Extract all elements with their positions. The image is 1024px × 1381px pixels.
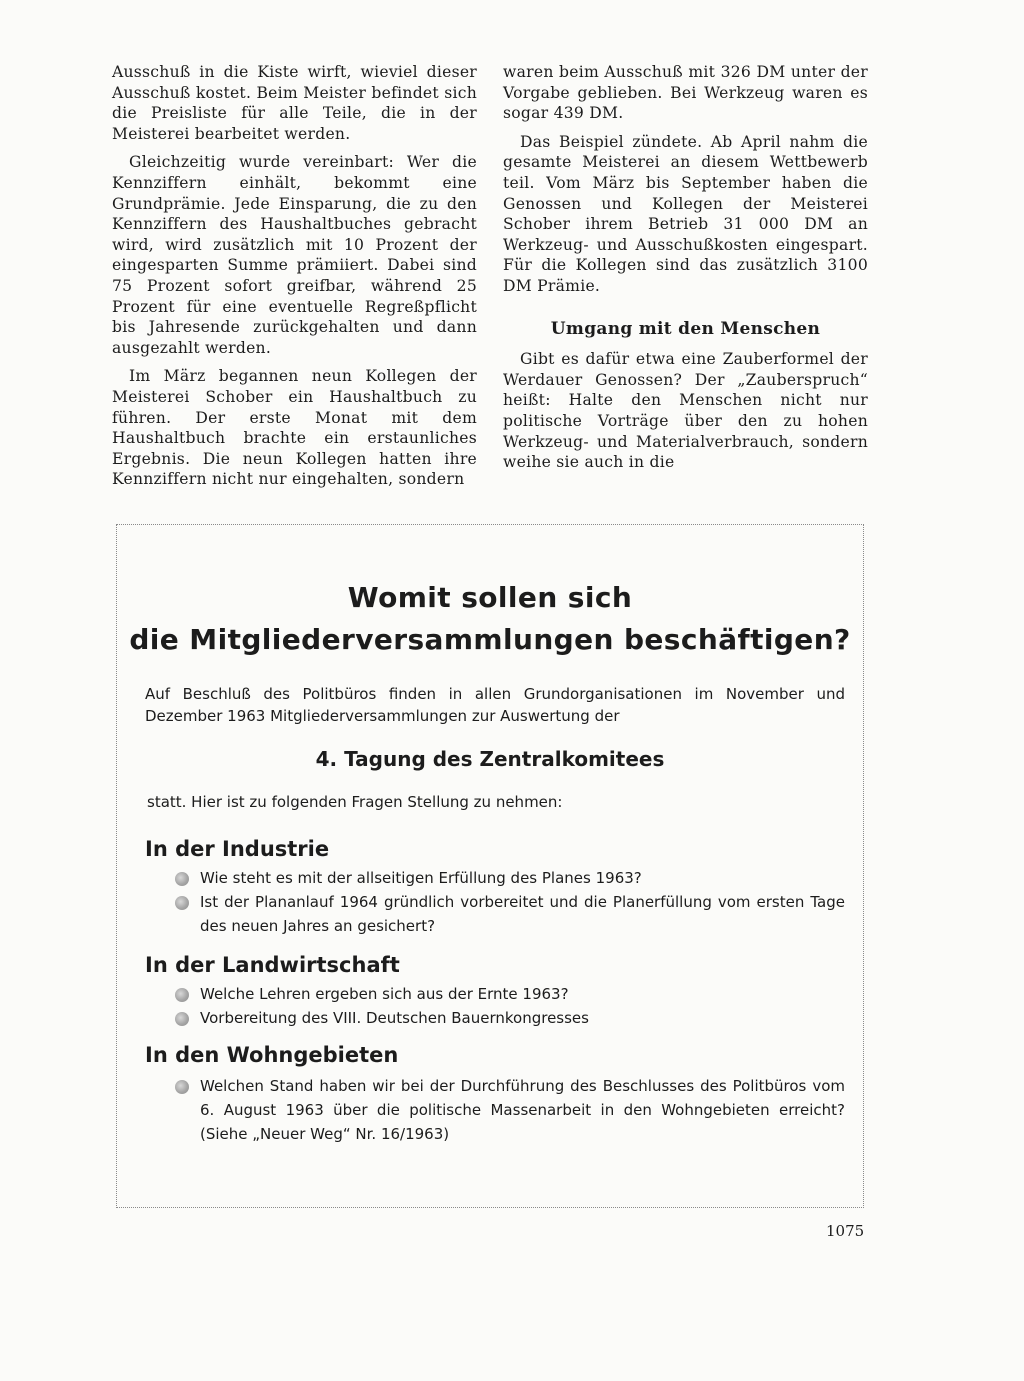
question-text: Wie steht es mit der allseitigen Erfüllung des Planes 1963?	[200, 869, 642, 887]
list-item	[175, 890, 845, 938]
article-left-column	[112, 62, 477, 490]
notice-title	[117, 577, 863, 661]
question-text: Vorbereitung des VIII. Deutschen Bauernkongresses	[200, 1009, 589, 1027]
bullet-icon	[175, 988, 189, 1002]
session-title: 4. Tagung des Zentralkomitees	[315, 747, 665, 771]
question-list-wohngebiete	[175, 1074, 845, 1146]
list-item	[175, 1006, 845, 1030]
bullet-icon	[175, 896, 189, 910]
notice-intro: Auf Beschluß des Politbüros finden in allen Grundorganisationen im November und Dezember 1963 Mitgliederversammlungen zur Auswertung der	[145, 685, 845, 725]
paragraph: Gleichzeitig wurde vereinbart: Wer die Kennziffern einhält, bekommt eine Grundprämie. Jede Einsparung, die zu den Kennziffern des Haushaltbuches gebracht wird, wird zusätzlich mit 10 Prozent der eingesparten Summe prämiiert. Dabei sind 75 Prozent sofort greifbar, während 25 Prozent für eine eventuelle Regreßpflicht bis Jahresende zurückgehalten und dann ausgezahlt werden.	[112, 153, 477, 357]
paragraph: waren beim Ausschuß mit 326 DM unter der Vorgabe geblieben. Bei Werkzeug waren es sogar 439 DM.	[503, 63, 868, 123]
paragraph: Im März begannen neun Kollegen der Meisterei Schober ein Haushaltbuch zu führen. Der erste Monat mit dem Haushaltbuch brachte ein erstaunliches Ergebnis. Die neun Kollegen hatten ihre Kennziffern nicht nur eingehalten, sondern	[112, 367, 477, 489]
article-right-column	[503, 62, 868, 473]
question-list-landwirtschaft	[175, 982, 845, 1030]
notice-lead-in: statt. Hier ist zu folgenden Fragen Stellung zu nehmen:	[147, 793, 563, 811]
bullet-icon	[175, 1080, 189, 1094]
paragraph: Gibt es dafür etwa eine Zauberformel der Werdauer Genossen? Der „Zauberspruch“ heißt: Halte den Menschen nicht nur politische Vorträge über den zu hohen Werkzeug- und Materialverbrauch, sondern weihe sie auch in die	[503, 350, 868, 472]
paragraph: Ausschuß in die Kiste wirft, wieviel dieser Ausschuß kostet. Beim Meister befindet sich die Preisliste für alle Teile, die in der Meisterei bearbeitet werden.	[112, 63, 477, 143]
heading-wohngebiete: In den Wohngebieten	[145, 1043, 399, 1067]
list-item	[175, 866, 845, 890]
question-list-industrie	[175, 866, 845, 938]
page-number: 1075	[826, 1222, 865, 1240]
bullet-icon	[175, 1012, 189, 1026]
question-text: Welchen Stand haben wir bei der Durchführung des Beschlusses des Politbüros vom 6. August 1963 über die politische Massenarbeit in den Wohngebieten erreicht? (Siehe „Neuer Weg“ Nr. 16/1963)	[200, 1077, 845, 1143]
notice-title-line-2: die Mitgliederversammlungen beschäftigen?	[129, 623, 851, 656]
heading-industrie: In der Industrie	[145, 837, 330, 861]
notice-box	[116, 524, 864, 1208]
question-text: Welche Lehren ergeben sich aus der Ernte 1963?	[200, 985, 569, 1003]
notice-title-line-1: Womit sollen sich	[347, 581, 633, 614]
paragraph: Das Beispiel zündete. Ab April nahm die gesamte Meisterei an diesem Wettbewerb teil. Vom März bis September haben die Genossen und Kollegen der Meisterei Schober ihrem Betrieb 31 000 DM an Werkzeug- und Ausschußkosten eingespart. Für die Kollegen sind das zusätzlich 3100 DM Prämie.	[503, 132, 868, 295]
bullet-icon	[175, 872, 189, 886]
list-item	[175, 982, 845, 1006]
heading-landwirtschaft: In der Landwirtschaft	[145, 953, 400, 977]
section-subheading: Umgang mit den Menschen	[550, 318, 821, 339]
list-item	[175, 1074, 845, 1146]
question-text: Ist der Plananlauf 1964 gründlich vorbereitet und die Planerfüllung vom ersten Tage des neuen Jahres an gesichert?	[200, 893, 845, 935]
